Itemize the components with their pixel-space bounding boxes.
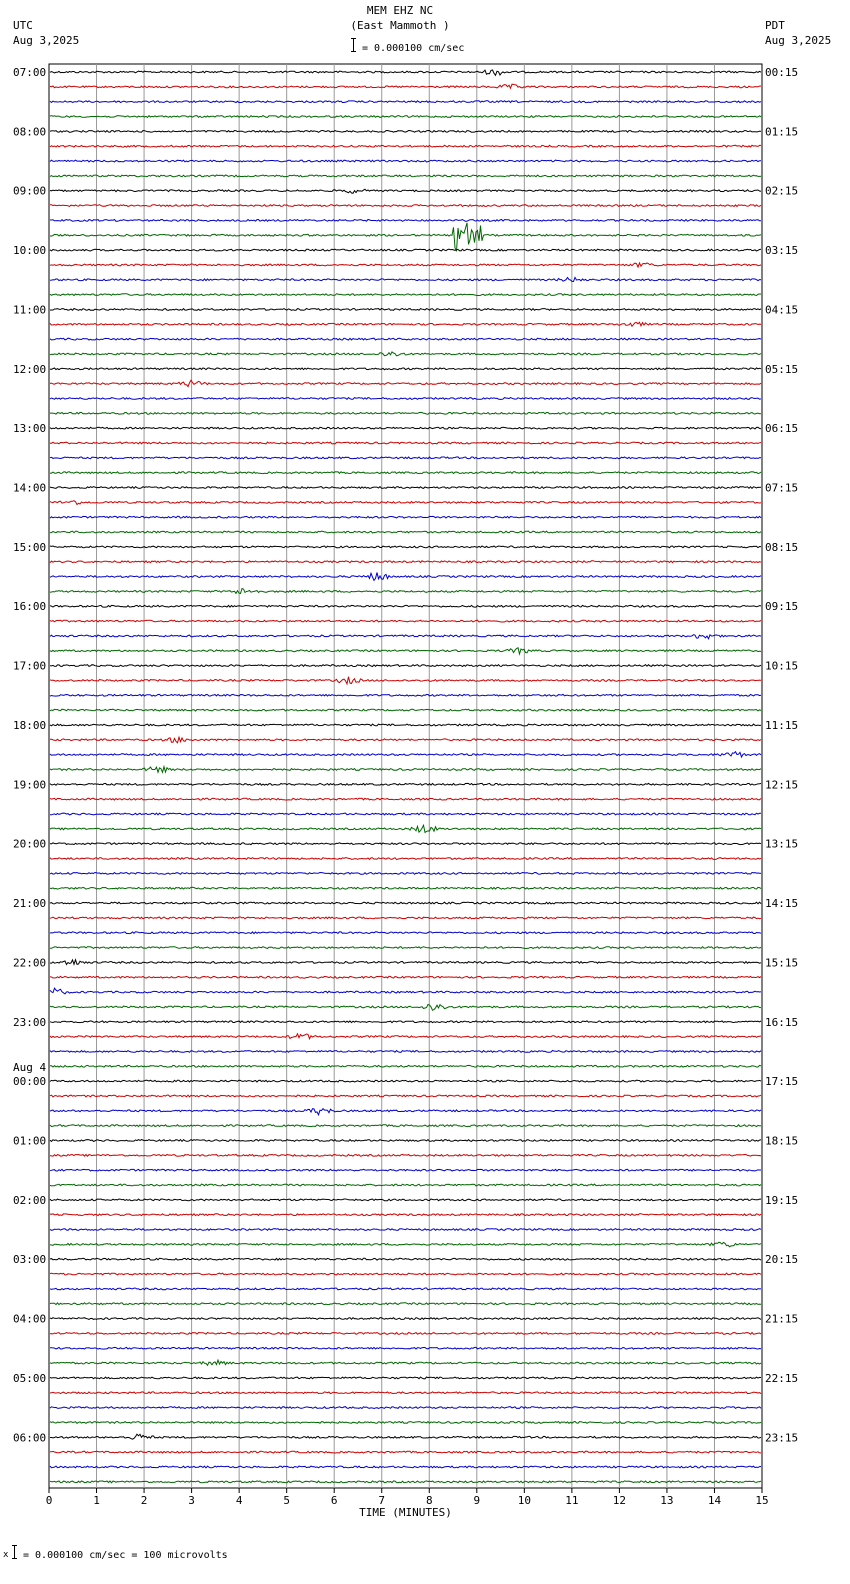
left-hour-label: 21:00 [13, 897, 47, 911]
trace-54 [50, 873, 761, 875]
right-hour-label: 20:15 [765, 1253, 799, 1267]
trace-20 [50, 368, 761, 370]
trace-28 [50, 487, 761, 489]
right-hour-label: 13:15 [765, 837, 799, 851]
trace-87 [50, 1360, 761, 1365]
trace-42 [50, 694, 761, 696]
x-tick-label: 13 [660, 1494, 674, 1507]
trace-36 [50, 605, 761, 607]
trace-78 [50, 1229, 761, 1231]
left-hour-label: 06:00 [13, 1431, 47, 1445]
x-tick-label: 0 [45, 1494, 53, 1507]
trace-61 [50, 976, 761, 978]
trace-57 [50, 917, 761, 919]
trace-72 [50, 1140, 761, 1142]
trace-34 [50, 573, 761, 581]
trace-95 [50, 1481, 761, 1483]
footer-scale-bar-icon [12, 1545, 17, 1559]
trace-80 [50, 1258, 761, 1260]
trace-66 [50, 1051, 761, 1053]
x-tick-label: 14 [707, 1494, 722, 1507]
trace-9 [50, 205, 761, 207]
trace-94 [50, 1466, 761, 1468]
trace-83 [50, 1303, 761, 1305]
x-tick-label: 8 [425, 1494, 433, 1507]
trace-63 [50, 1005, 761, 1011]
trace-29 [50, 501, 761, 505]
trace-45 [50, 737, 761, 743]
trace-35 [50, 589, 761, 594]
trace-65 [50, 1034, 761, 1039]
trace-18 [50, 338, 761, 340]
trace-49 [50, 798, 761, 800]
right-hour-label: 05:15 [765, 362, 799, 376]
left-hour-label: 12:00 [13, 362, 47, 376]
x-tick-label: 5 [283, 1494, 290, 1507]
right-hour-label: 06:15 [765, 422, 799, 436]
trace-12 [50, 249, 761, 251]
right-hour-label: 19:15 [765, 1193, 799, 1207]
trace-68 [50, 1080, 761, 1082]
trace-56 [50, 902, 761, 904]
left-hour-label: 22:00 [13, 956, 47, 970]
trace-60 [50, 960, 761, 965]
date-change-label: Aug 4 [13, 1061, 47, 1075]
x-tick-label: 3 [188, 1494, 195, 1507]
trace-84 [50, 1318, 761, 1320]
trace-38 [50, 635, 761, 639]
trace-88 [50, 1377, 761, 1379]
trace-17 [50, 322, 761, 326]
x-tick-label: 7 [378, 1494, 386, 1507]
right-hour-label: 12:15 [765, 778, 799, 792]
trace-13 [50, 263, 761, 267]
left-hour-label: 17:00 [13, 659, 47, 673]
right-hour-label: 07:15 [765, 481, 799, 495]
left-hour-label: 04:00 [13, 1312, 47, 1326]
left-hour-label: 07:00 [13, 66, 47, 79]
trace-59 [50, 947, 761, 949]
right-hour-label: 09:15 [765, 600, 799, 614]
trace-92 [50, 1434, 761, 1439]
right-hour-label: 21:15 [765, 1312, 799, 1326]
scale-text: = 0.000100 cm/sec [362, 43, 465, 54]
trace-40 [50, 665, 761, 667]
station-location: (East Mammoth ) [350, 19, 450, 32]
trace-11 [50, 223, 761, 252]
trace-6 [50, 160, 761, 162]
x-tick-label: 12 [612, 1494, 627, 1507]
left-hour-label: 11:00 [13, 303, 47, 317]
footer-scale-text: = 0.000100 cm/sec = 100 microvolts [23, 1550, 228, 1561]
left-hour-label: 14:00 [13, 481, 47, 495]
left-hour-label: 09:00 [13, 184, 47, 198]
right-hour-label: 01:15 [765, 125, 799, 139]
trace-14 [50, 277, 761, 281]
trace-58 [50, 932, 761, 934]
trace-22 [50, 398, 761, 400]
right-timezone: PDT [765, 19, 785, 32]
left-hour-label: 10:00 [13, 244, 47, 258]
trace-71 [50, 1125, 761, 1127]
trace-25 [50, 442, 761, 444]
trace-47 [50, 767, 761, 773]
right-hour-label: 11:15 [765, 718, 799, 732]
trace-10 [50, 220, 761, 222]
trace-93 [50, 1451, 761, 1453]
x-tick-label: 11 [565, 1494, 579, 1507]
left-hour-label: 00:00 [13, 1075, 47, 1089]
trace-32 [50, 546, 761, 548]
trace-51 [50, 825, 761, 832]
trace-27 [50, 472, 761, 474]
trace-86 [50, 1347, 761, 1349]
trace-44 [50, 724, 761, 726]
trace-46 [50, 752, 761, 757]
trace-85 [50, 1333, 761, 1335]
trace-52 [50, 843, 761, 845]
right-date: Aug 3,2025 [765, 34, 832, 47]
x-tick-label: 1 [93, 1494, 100, 1507]
left-hour-label: 23:00 [13, 1015, 47, 1029]
trace-89 [50, 1392, 761, 1394]
x-axis-label: TIME (MINUTES) [359, 1506, 452, 1519]
right-hour-label: 16:15 [765, 1015, 799, 1029]
right-hour-label: 17:15 [765, 1075, 799, 1089]
trace-24 [50, 427, 761, 429]
left-timezone: UTC [13, 19, 33, 32]
left-hour-label: 15:00 [13, 540, 47, 554]
right-hour-label: 00:15 [765, 66, 799, 79]
footer-marker-icon: x [3, 1550, 9, 1560]
trace-76 [50, 1199, 761, 1201]
left-hour-label: 13:00 [13, 422, 47, 436]
trace-19 [50, 352, 761, 356]
trace-91 [50, 1422, 761, 1424]
left-hour-label: 16:00 [13, 600, 47, 614]
trace-1 [50, 84, 761, 88]
trace-39 [50, 648, 761, 654]
x-tick-label: 10 [517, 1494, 531, 1507]
trace-62 [50, 988, 761, 994]
x-tick-label: 2 [140, 1494, 148, 1507]
trace-21 [50, 380, 761, 386]
trace-15 [50, 294, 761, 296]
left-hour-label: 18:00 [13, 718, 47, 732]
trace-69 [50, 1095, 761, 1097]
trace-81 [50, 1273, 761, 1275]
station-title: MEM EHZ NC [366, 4, 434, 17]
trace-0 [50, 70, 761, 75]
trace-4 [50, 131, 761, 133]
trace-37 [50, 620, 761, 622]
right-hour-label: 22:15 [765, 1371, 799, 1385]
left-hour-label: 19:00 [13, 778, 47, 792]
right-hour-label: 04:15 [765, 303, 799, 317]
left-hour-label: 20:00 [13, 837, 47, 851]
trace-43 [50, 709, 761, 711]
trace-33 [50, 561, 761, 563]
trace-31 [50, 531, 761, 533]
trace-53 [50, 858, 761, 860]
right-hour-label: 10:15 [765, 659, 799, 673]
trace-73 [50, 1154, 761, 1156]
trace-7 [50, 175, 761, 177]
trace-64 [50, 1021, 761, 1023]
trace-90 [50, 1407, 761, 1409]
trace-67 [50, 1065, 761, 1067]
x-tick-label: 9 [473, 1494, 481, 1507]
trace-48 [50, 783, 761, 785]
trace-74 [50, 1169, 761, 1171]
left-hour-label: 03:00 [13, 1253, 47, 1267]
right-hour-label: 03:15 [765, 244, 799, 258]
right-hour-label: 18:15 [765, 1134, 799, 1148]
left-hour-label: 02:00 [13, 1193, 47, 1207]
trace-41 [50, 677, 761, 684]
right-hour-label: 15:15 [765, 956, 799, 970]
right-hour-label: 23:15 [765, 1431, 799, 1445]
left-date: Aug 3,2025 [13, 34, 80, 47]
trace-26 [50, 457, 761, 459]
trace-2 [50, 101, 761, 103]
trace-75 [50, 1184, 761, 1186]
left-hour-label: 05:00 [13, 1371, 47, 1385]
trace-23 [50, 412, 761, 414]
trace-82 [50, 1288, 761, 1290]
trace-30 [50, 516, 761, 518]
trace-55 [50, 887, 761, 889]
left-hour-label: 01:00 [13, 1134, 47, 1148]
trace-5 [50, 145, 761, 147]
trace-70 [50, 1109, 761, 1115]
right-hour-label: 02:15 [765, 184, 799, 198]
trace-3 [50, 116, 761, 118]
right-hour-label: 08:15 [765, 540, 799, 554]
x-tick-label: 4 [235, 1494, 243, 1507]
right-hour-label: 14:15 [765, 897, 799, 911]
trace-79 [50, 1242, 761, 1247]
trace-77 [50, 1214, 761, 1216]
x-tick-label: 6 [330, 1494, 338, 1507]
trace-8 [50, 189, 761, 193]
trace-50 [50, 813, 761, 815]
trace-16 [50, 309, 761, 311]
x-tick-label: 15 [755, 1494, 769, 1507]
left-hour-label: 08:00 [13, 125, 47, 139]
